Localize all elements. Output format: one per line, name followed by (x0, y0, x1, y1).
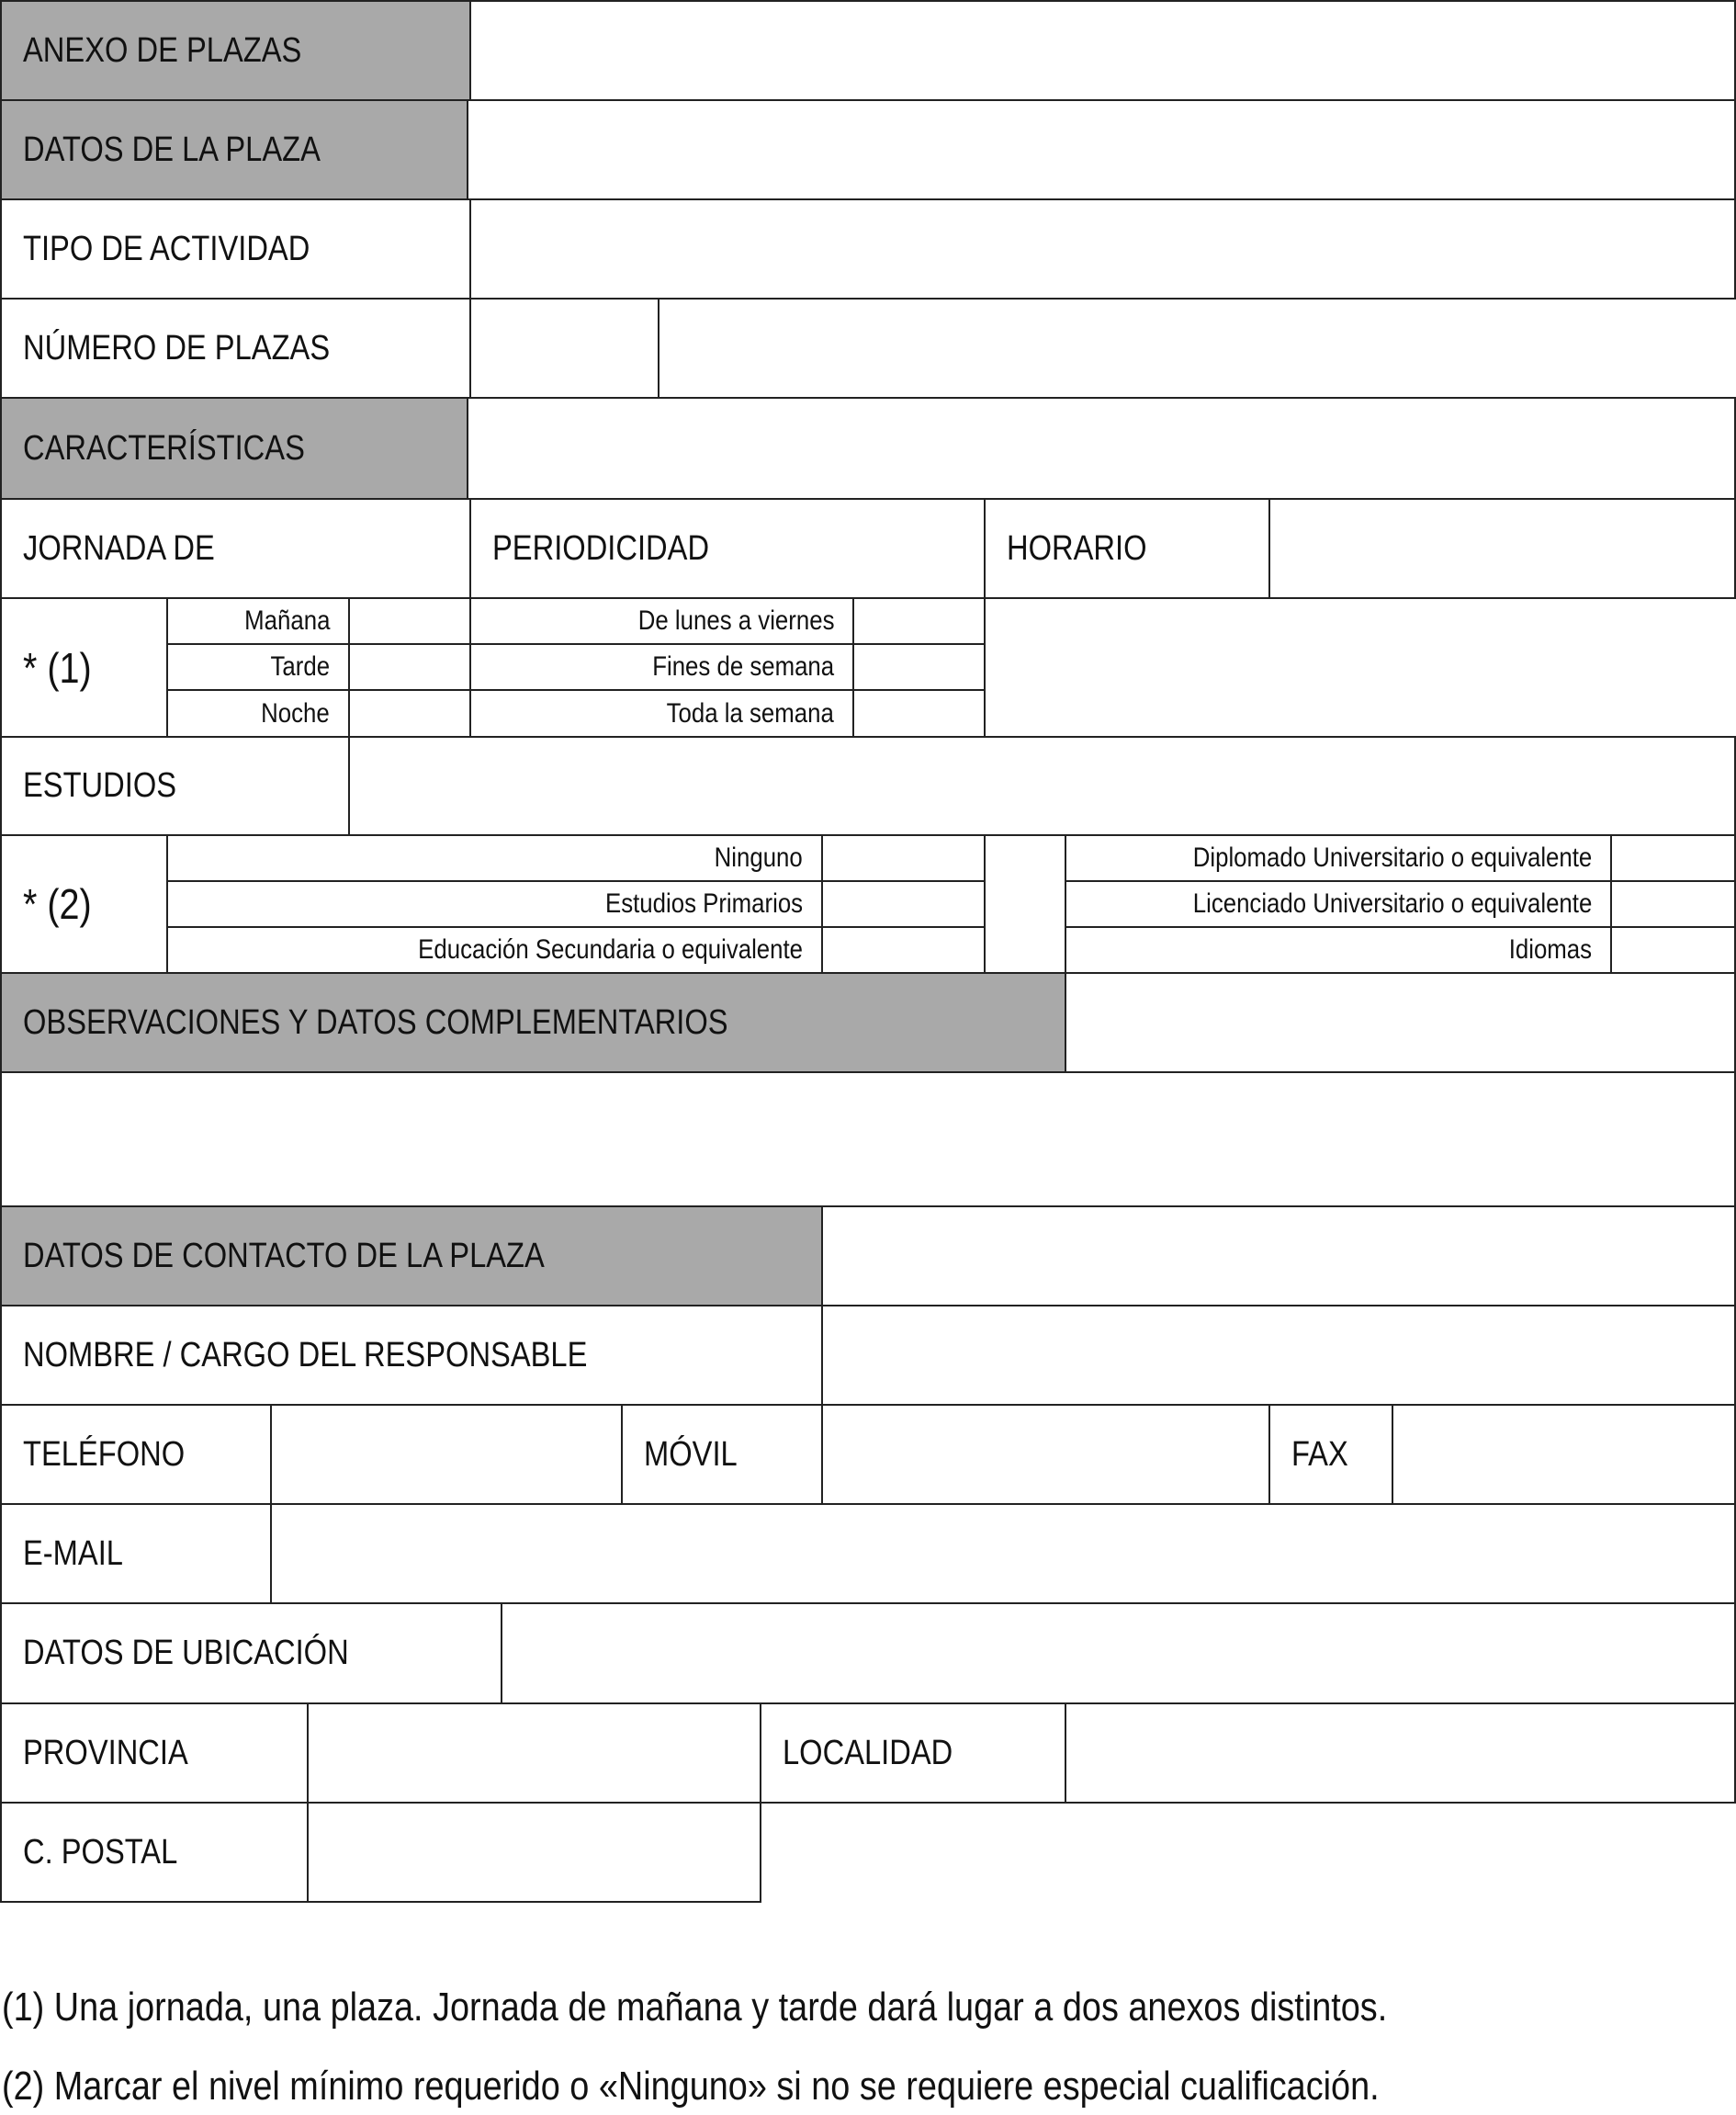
label-text: FAX (1291, 1434, 1348, 1474)
movil-label (621, 1404, 823, 1505)
anexo-field[interactable] (469, 0, 1736, 101)
section-title: DATOS DE CONTACTO DE LA PLAZA (23, 1236, 545, 1275)
estudios-option-label (166, 880, 823, 928)
label-text: PERIODICIDAD (492, 528, 710, 568)
mark-1 (0, 597, 168, 738)
option-text: Educación Secundaria o equivalente (418, 934, 803, 965)
observaciones-side-field[interactable] (1065, 972, 1736, 1073)
footnote-1 (2, 1985, 1613, 2030)
email-field[interactable] (270, 1503, 1736, 1604)
observaciones-textarea[interactable] (0, 1071, 1736, 1207)
label-text: NÚMERO DE PLAZAS (23, 328, 331, 368)
label-text: MÓVIL (644, 1434, 738, 1474)
footnote-text: (2) Marcar el nivel mínimo requerido o «Ninguno» si no se requiere especial cualificación. (2, 2064, 1380, 2109)
horario-label (984, 498, 1270, 599)
periodicidad-fines-semana-checkbox[interactable] (852, 643, 986, 691)
estudios-option-label (166, 926, 823, 974)
caracteristicas-field[interactable] (467, 397, 1736, 500)
section-caracteristicas (0, 397, 468, 500)
periodicidad-option-label (469, 689, 854, 738)
email-label (0, 1503, 272, 1604)
tipo-actividad-field[interactable] (469, 198, 1736, 300)
periodicidad-option-label (469, 597, 854, 645)
estudios-ninguno-checkbox[interactable] (821, 834, 986, 882)
option-text: Estudios Primarios (604, 888, 803, 919)
label-text: DATOS DE UBICACIÓN (23, 1634, 349, 1672)
mark-2 (0, 834, 168, 974)
nombre-cargo-label (0, 1305, 823, 1406)
jornada-option-label (166, 689, 350, 738)
estudios-option-label (1065, 834, 1612, 882)
section-title: OBSERVACIONES Y DATOS COMPLEMENTARIOS (23, 1002, 728, 1042)
option-text: Toda la semana (666, 697, 834, 729)
label-text: TELÉFONO (23, 1434, 186, 1474)
label-text: LOCALIDAD (783, 1733, 953, 1772)
estudios-label (0, 736, 350, 836)
nombre-cargo-field[interactable] (821, 1305, 1736, 1406)
cpostal-label (0, 1802, 309, 1903)
periodicidad-lunes-viernes-checkbox[interactable] (852, 597, 986, 645)
option-text: Mañana (243, 605, 330, 636)
jornada-manana-checkbox[interactable] (348, 597, 471, 645)
telefono-field[interactable] (270, 1404, 623, 1505)
label-text: PROVINCIA (23, 1733, 188, 1772)
movil-field[interactable] (821, 1404, 1270, 1505)
periodicidad-label (469, 498, 986, 599)
jornada-option-label (166, 597, 350, 645)
jornada-noche-checkbox[interactable] (348, 689, 471, 738)
contacto-field[interactable] (821, 1205, 1736, 1306)
option-text: Fines de semana (652, 651, 834, 682)
option-text: Ninguno (714, 843, 803, 873)
estudios-option-label (166, 834, 823, 882)
estudios-idiomas-checkbox[interactable] (1610, 926, 1736, 974)
estudios-field[interactable] (348, 736, 1736, 836)
estudios-spacer (984, 834, 1066, 974)
estudios-primarios-checkbox[interactable] (821, 880, 986, 928)
localidad-field[interactable] (1065, 1702, 1736, 1804)
label-text: ESTUDIOS (23, 766, 177, 805)
option-text: De lunes a viernes (637, 605, 834, 636)
datos-plaza-field[interactable] (467, 99, 1736, 200)
option-text: Idiomas (1508, 934, 1592, 965)
ubicacion-label (0, 1602, 502, 1704)
numero-plazas-field[interactable] (469, 298, 659, 399)
jornada-option-label (166, 643, 350, 691)
section-contacto (0, 1205, 823, 1306)
label-text: JORNADA DE (23, 528, 215, 568)
label-text: NOMBRE / CARGO DEL RESPONSABLE (23, 1335, 588, 1374)
tipo-actividad-label (0, 198, 471, 300)
label-text: E-MAIL (23, 1533, 123, 1573)
label-text: HORARIO (1007, 528, 1147, 568)
option-text: Licenciado Universitario o equivalente (1192, 888, 1592, 919)
periodicidad-option-label (469, 643, 854, 691)
provincia-label (0, 1702, 309, 1804)
numero-plazas-label (0, 298, 471, 399)
section-title: CARACTERÍSTICAS (23, 428, 305, 468)
section-observaciones (0, 972, 1066, 1073)
mark-text: * (2) (23, 880, 92, 928)
localidad-label (760, 1702, 1066, 1804)
estudios-option-label (1065, 926, 1612, 974)
horario-field[interactable] (1268, 498, 1736, 599)
section-title: ANEXO DE PLAZAS (23, 30, 302, 70)
estudios-diplomado-checkbox[interactable] (1610, 834, 1736, 882)
option-text: Noche (261, 697, 330, 729)
jornada-label (0, 498, 471, 599)
estudios-licenciado-checkbox[interactable] (1610, 880, 1736, 928)
jornada-tarde-checkbox[interactable] (348, 643, 471, 691)
section-title: DATOS DE LA PLAZA (23, 130, 321, 169)
fax-label (1268, 1404, 1393, 1505)
estudios-secundaria-checkbox[interactable] (821, 926, 986, 974)
fax-field[interactable] (1392, 1404, 1736, 1505)
option-text: Tarde (270, 651, 330, 682)
periodicidad-toda-semana-checkbox[interactable] (852, 689, 986, 738)
estudios-option-label (1065, 880, 1612, 928)
provincia-field[interactable] (307, 1702, 761, 1804)
footnote-text: (1) Una jornada, una plaza. Jornada de mañana y tarde dará lugar a dos anexos distintos. (2, 1985, 1388, 2030)
mark-text: * (1) (23, 643, 92, 692)
label-text: C. POSTAL (23, 1832, 178, 1872)
option-text: Diplomado Universitario o equivalente (1192, 843, 1592, 873)
telefono-label (0, 1404, 272, 1505)
label-text: TIPO DE ACTIVIDAD (23, 229, 310, 268)
section-datos-de-la-plaza (0, 99, 468, 200)
ubicacion-field[interactable] (501, 1602, 1736, 1704)
section-anexo-de-plazas (0, 0, 471, 101)
footnote-2 (2, 2064, 1604, 2109)
cpostal-field[interactable] (307, 1802, 761, 1903)
